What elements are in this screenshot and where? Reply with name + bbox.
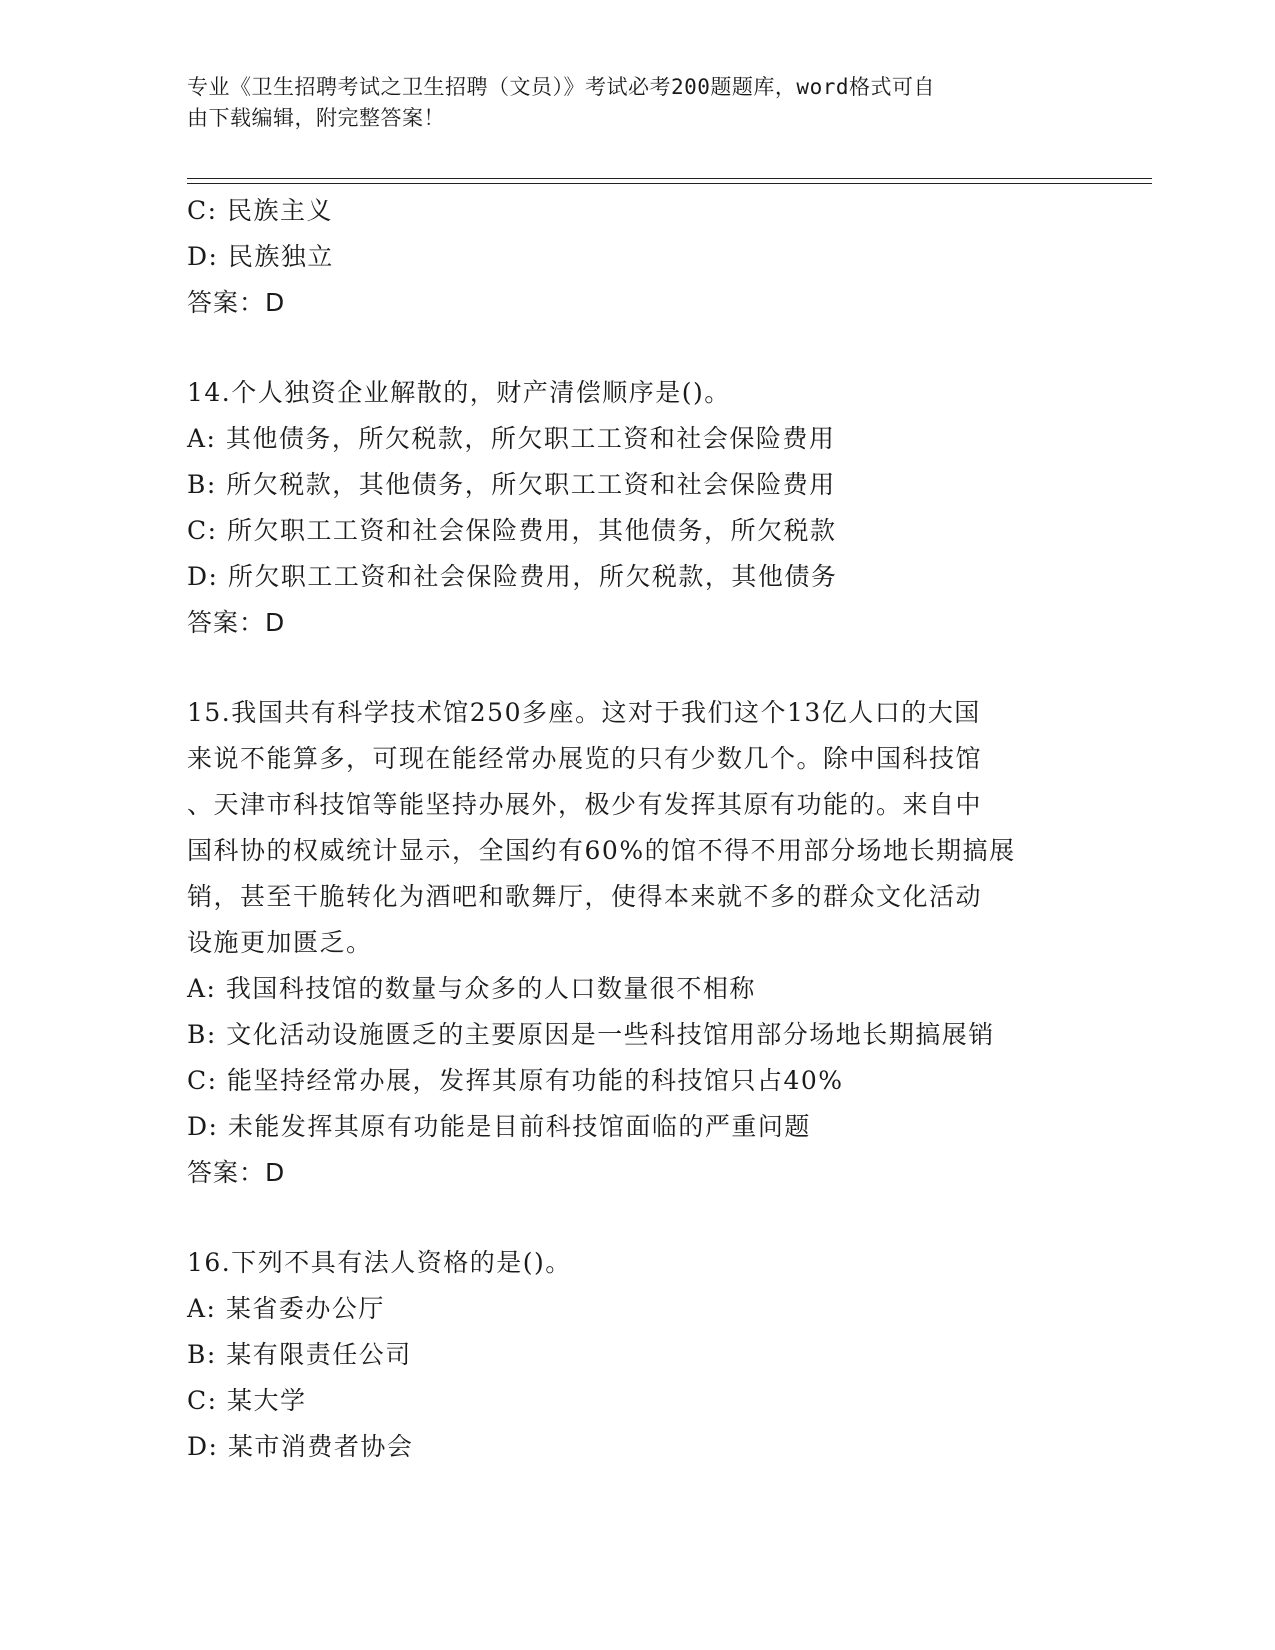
- document-header: [187, 72, 1067, 134]
- option-b: B: 某有限责任公司: [187, 1340, 412, 1369]
- option-c: C: 所欠职工工资和社会保险费用，其他债务，所欠税款: [187, 516, 837, 545]
- question-stem: 16.下列不具有法人资格的是()。: [187, 1248, 572, 1277]
- option-c: C: 民族主义: [187, 196, 333, 225]
- option-a: A: 其他债务，所欠税款，所欠职工工资和社会保险费用: [187, 424, 836, 453]
- question-14: [187, 370, 1087, 646]
- header-line-1: 专业《卫生招聘考试之卫生招聘（文员）》考试必考200题题库，word格式可自: [187, 75, 935, 99]
- option-d: D: 民族独立: [187, 242, 334, 271]
- answer-line: 答案：D: [187, 288, 286, 317]
- document-body: [187, 188, 1087, 1470]
- answer-line: 答案：D: [187, 1158, 286, 1187]
- question-stem: 14.个人独资企业解散的，财产清偿顺序是()。: [187, 378, 731, 407]
- header-line-2: 由下载编辑，附完整答案！: [187, 106, 445, 130]
- option-a: A: 我国科技馆的数量与众多的人口数量很不相称: [187, 974, 756, 1003]
- spacer: [187, 1196, 1087, 1240]
- spacer: [187, 326, 1087, 370]
- spacer: [187, 646, 1087, 690]
- stem-line: 设施更加匮乏。: [187, 928, 373, 957]
- stem-line: 、天津市科技馆等能坚持办展外，极少有发挥其原有功能的。来自中: [187, 790, 983, 819]
- header-divider-top: [187, 178, 1152, 179]
- option-b: B: 文化活动设施匮乏的主要原因是一些科技馆用部分场地长期搞展销: [187, 1020, 995, 1049]
- stem-line: 15.我国共有科学技术馆250多座。这对于我们这个13亿人口的大国: [187, 698, 981, 727]
- option-c: C: 某大学: [187, 1386, 307, 1415]
- answer-line: 答案：D: [187, 608, 286, 637]
- stem-line: 来说不能算多，可现在能经常办展览的只有少数几个。除中国科技馆: [187, 744, 983, 773]
- option-d: D: 某市消费者协会: [187, 1432, 414, 1461]
- stem-line: 国科协的权威统计显示，全国约有60%的馆不得不用部分场地长期搞展: [187, 836, 1016, 865]
- header-divider-bottom: [187, 183, 1152, 184]
- stem-line: 销，甚至干脆转化为酒吧和歌舞厅，使得本来就不多的群众文化活动: [187, 882, 983, 911]
- question-13-tail: [187, 188, 1087, 326]
- question-16: [187, 1240, 1087, 1470]
- option-a: A: 某省委办公厅: [187, 1294, 385, 1323]
- question-stem: [187, 690, 1087, 966]
- question-15: [187, 690, 1087, 1196]
- option-b: B: 所欠税款，其他债务，所欠职工工资和社会保险费用: [187, 470, 836, 499]
- option-c: C: 能坚持经常办展，发挥其原有功能的科技馆只占40%: [187, 1066, 844, 1095]
- option-d: D: 所欠职工工资和社会保险费用，所欠税款，其他债务: [187, 562, 838, 591]
- option-d: D: 未能发挥其原有功能是目前科技馆面临的严重问题: [187, 1112, 811, 1141]
